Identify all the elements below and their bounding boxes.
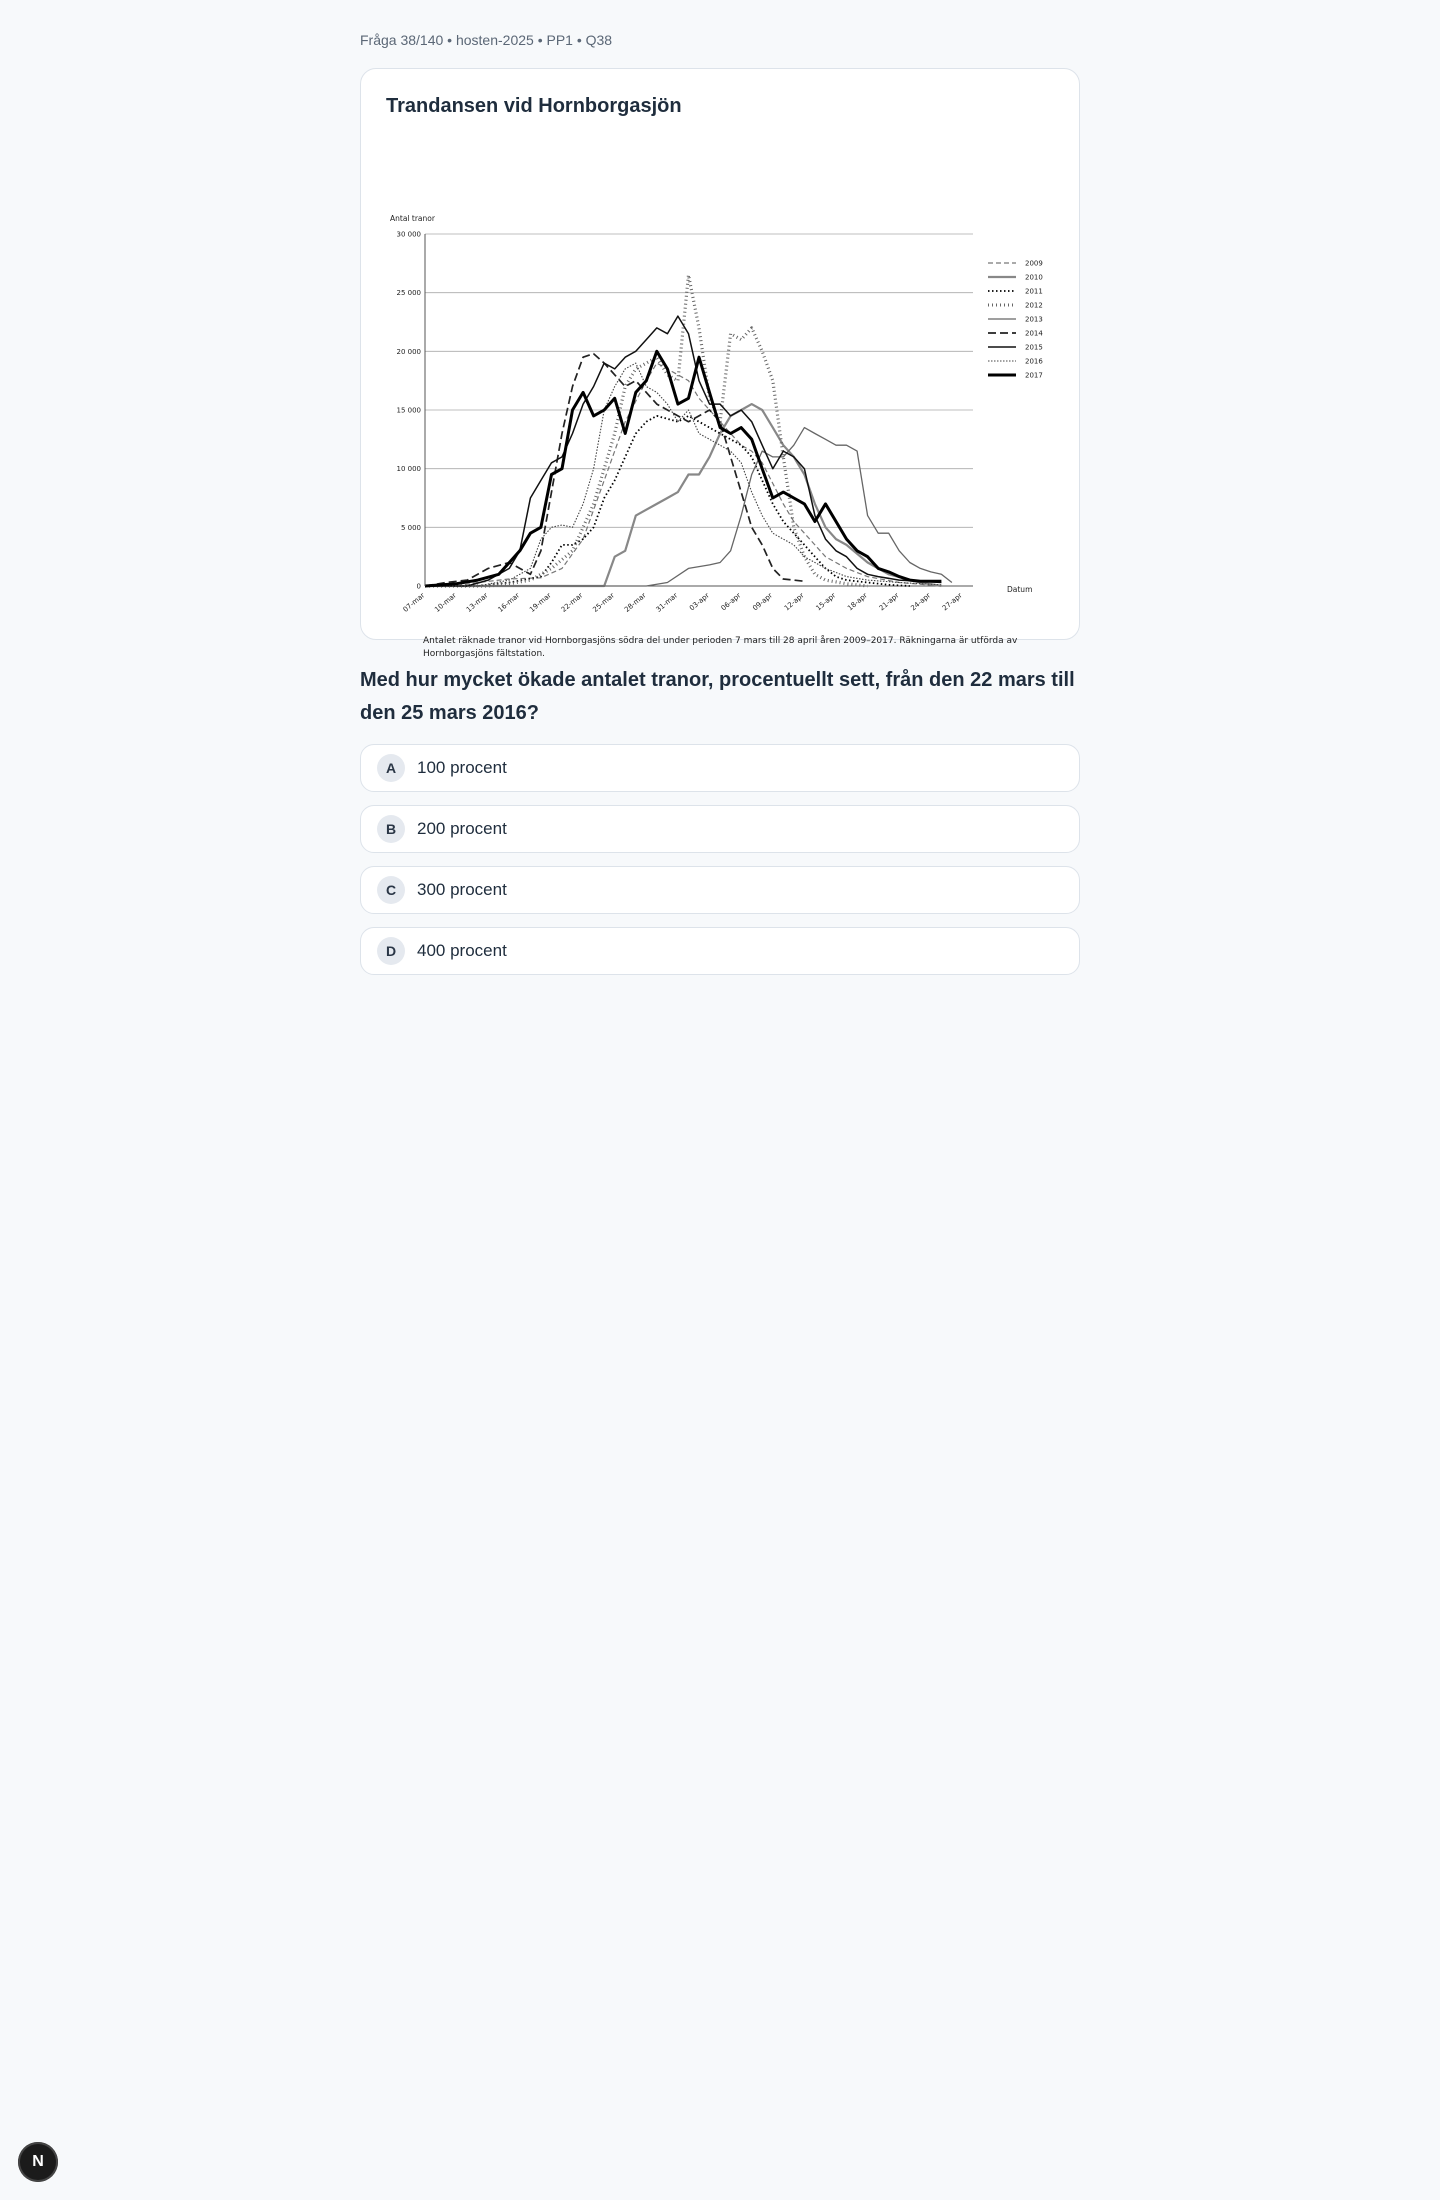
series-line-2011: [425, 416, 910, 586]
question-meta: Fråga 38/140 • hosten-2025 • PP1 • Q38: [360, 32, 613, 48]
chart-card-title: Trandansen vid Hornborgasjön: [386, 95, 682, 117]
x-tick-label: 27-apr: [940, 591, 964, 613]
legend-label: 2009: [1025, 259, 1043, 268]
y-tick-label: 15 000: [396, 406, 421, 415]
option-text: 400 procent: [417, 941, 507, 960]
option-letter: A: [377, 754, 405, 782]
option-c[interactable]: [360, 866, 1080, 914]
y-tick-label: 10 000: [396, 465, 421, 474]
series-line-2014: [425, 354, 804, 586]
legend-label: 2017: [1025, 371, 1043, 380]
y-tick-label: 25 000: [396, 289, 421, 298]
x-tick-label: 19-mar: [528, 591, 553, 614]
chart-card: [360, 68, 1080, 659]
x-tick-label: 15-apr: [814, 591, 838, 613]
option-text: 300 procent: [417, 880, 507, 899]
y-tick-label: 30 000: [396, 230, 421, 239]
x-tick-label: 18-apr: [846, 591, 869, 613]
legend-label: 2010: [1025, 273, 1043, 282]
answer-options: [360, 744, 1080, 975]
legend-label: 2016: [1025, 357, 1043, 366]
x-tick-label: 12-apr: [782, 591, 806, 613]
legend-label: 2015: [1025, 343, 1043, 352]
grid-lines: [425, 234, 973, 586]
legend-label: 2011: [1025, 287, 1043, 296]
legend-label: 2014: [1025, 329, 1043, 338]
logo-icon[interactable]: [18, 2142, 58, 2182]
legend-label: 2013: [1025, 315, 1043, 324]
x-tick-label: 31-mar: [654, 591, 680, 614]
question-text: Med hur mycket ökade antalet tranor, procentuellt sett, från den 22 mars till den 25 mars 2016?: [360, 669, 1075, 724]
x-tick-label: 07-mar: [401, 591, 427, 614]
y-tick-label: 5 000: [400, 523, 421, 532]
y-axis-label: Antal tranor: [390, 214, 435, 223]
x-tick-label: 10-mar: [433, 591, 458, 614]
option-b[interactable]: [360, 805, 1080, 853]
option-letter: C: [377, 876, 405, 904]
crane-count-chart: [385, 137, 1057, 677]
x-tick-label: 16-mar: [496, 591, 522, 614]
logo-letter: N: [32, 2153, 44, 2170]
legend-label: 2012: [1025, 301, 1043, 310]
chart-caption: Antalet räknade tranor vid Hornborgasjöns södra del under perioden 7 mars till 28 april åren 2009–2017. Räkningarna är utförda av Hornborgasjöns fältstation.: [423, 636, 1018, 659]
series-line-2012: [425, 275, 868, 586]
legend: [988, 260, 1043, 380]
option-text: 200 procent: [417, 819, 507, 838]
option-text: 100 procent: [417, 758, 507, 777]
x-tick-label: 21-apr: [877, 591, 901, 613]
x-tick-label: 22-mar: [559, 591, 585, 614]
option-letter: B: [377, 815, 405, 843]
x-axis-label: Datum: [1007, 585, 1033, 594]
x-tick-label: 06-apr: [719, 591, 743, 613]
x-tick-label: 09-apr: [751, 591, 775, 613]
y-tick-label: 0: [416, 582, 421, 591]
series-line-2015: [425, 316, 941, 586]
x-tick-label: 25-mar: [591, 591, 616, 614]
x-tick-label: 13-mar: [464, 591, 490, 614]
x-tick-label: 28-mar: [622, 591, 648, 614]
series-line-2009: [425, 363, 941, 586]
y-tick-label: 20 000: [396, 347, 421, 356]
option-d[interactable]: [360, 927, 1080, 975]
series-lines: [425, 275, 952, 586]
option-a[interactable]: [360, 744, 1080, 792]
page-container: [360, 0, 1080, 988]
axes: [397, 231, 964, 614]
chart-caption-wrap: [423, 635, 1023, 671]
x-tick-label: 24-apr: [909, 591, 933, 613]
option-letter: D: [377, 937, 405, 965]
series-line-2016: [425, 363, 941, 586]
x-tick-label: 03-apr: [688, 591, 711, 613]
